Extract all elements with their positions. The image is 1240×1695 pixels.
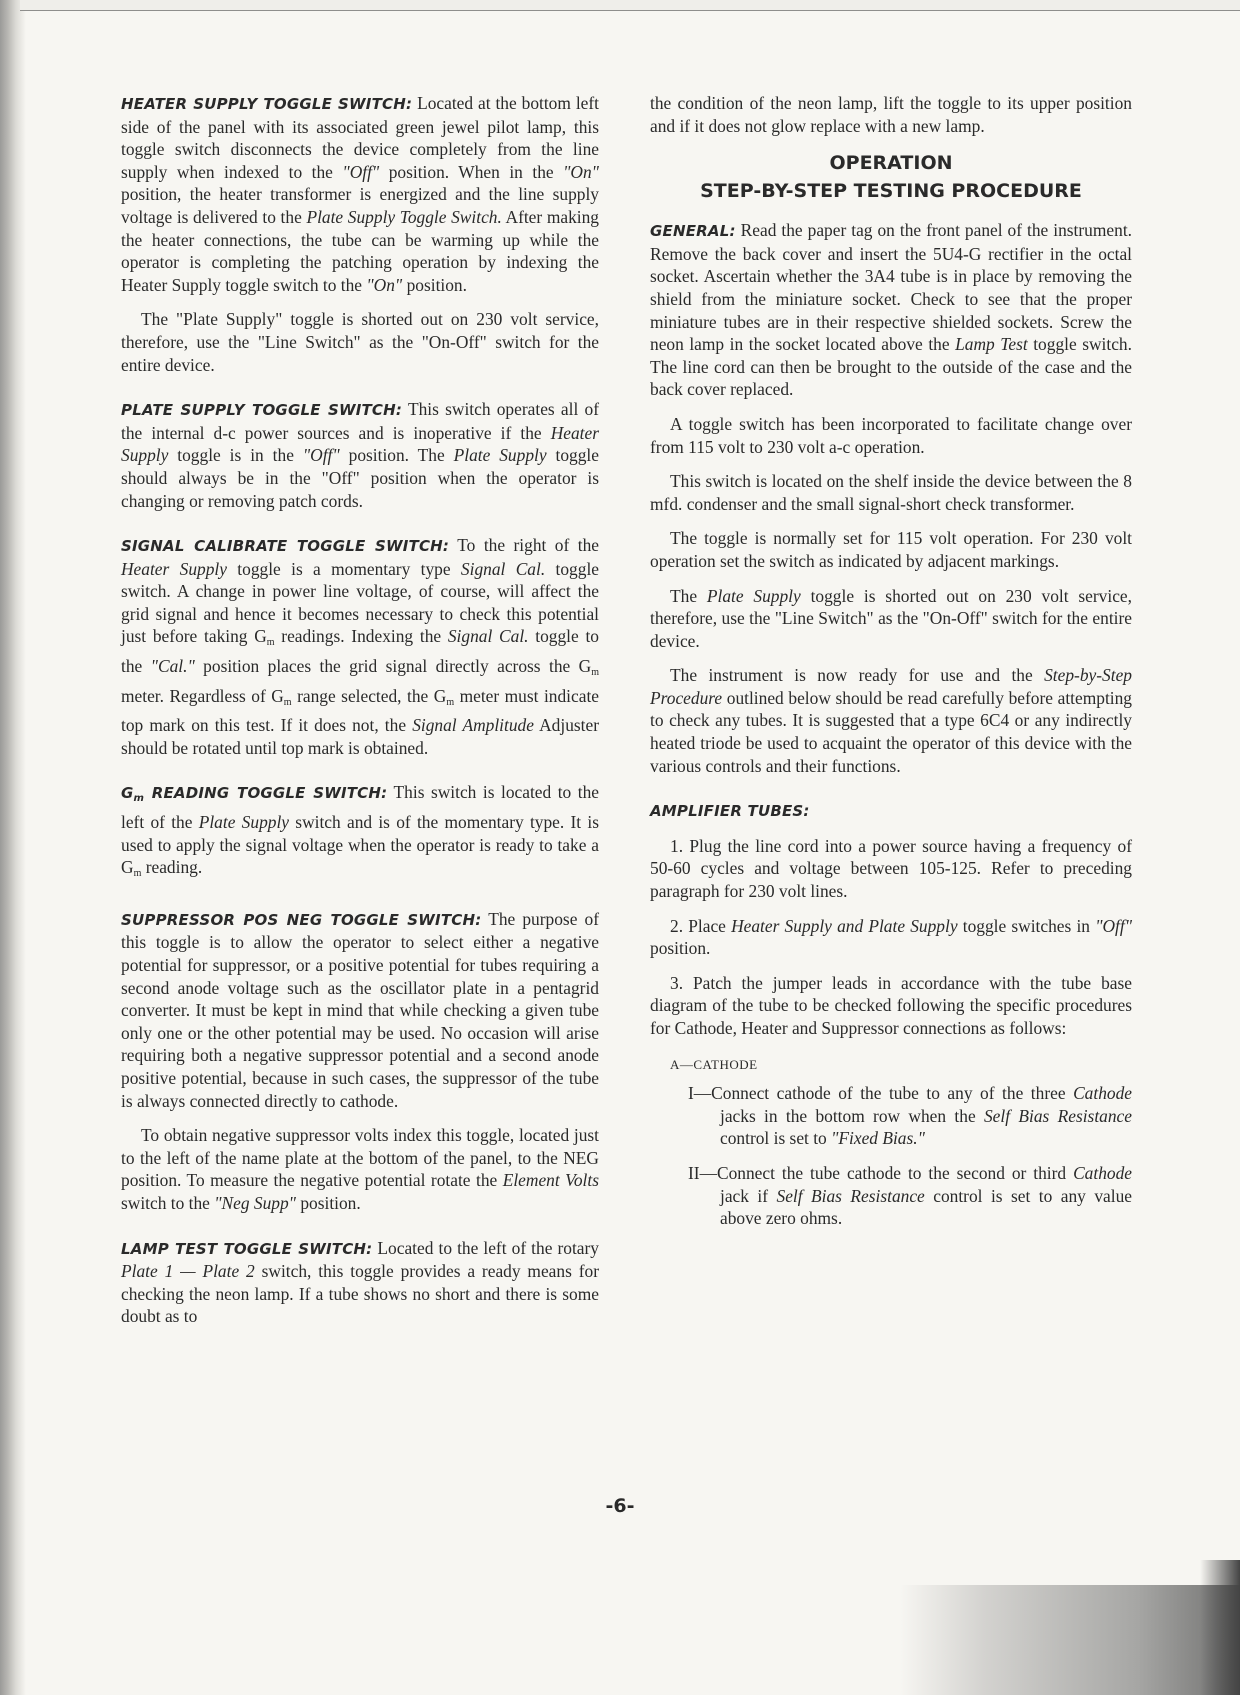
procedure-heading: STEP-BY-STEP TESTING PROCEDURE [700, 180, 1082, 203]
text: 2. Place [670, 915, 732, 936]
shelf-paragraph: This switch is located on the shelf inside the device between the 8 mfd. condenser and the small signal-short check transformer. [650, 471, 1132, 514]
text: After making the heater connections, the tube can be warming up while the operator is completing the patching operation by indexing the Heater Supply toggle switch to the [121, 206, 599, 295]
plate-supply-heading: PLATE SUPPLY TOGGLE SWITCH: [121, 401, 403, 420]
left-column [121, 92, 599, 1340]
text: Plate Supply [706, 585, 801, 606]
normal-setting-paragraph: The toggle is normally set for 115 volt operation. For 230 volt operation set the switch as indicated by adjacent markings. [650, 528, 1132, 571]
text: "Cal." [150, 656, 195, 677]
cathode-heading: A—CATHODE [670, 1056, 758, 1072]
subscript: m [591, 667, 599, 679]
text: toggle switch. A change in power line voltage, of course, will affect the grid signal and hence it becomes necessary to check this potential just before taking G [121, 558, 599, 647]
text: II—Connect the tube cathode to the second or third [688, 1162, 1074, 1183]
scan-shadow [900, 1585, 1240, 1695]
heater-supply-heading: HEATER SUPPLY TOGGLE SWITCH: [121, 95, 413, 113]
text: Self Bias Resistance [983, 1105, 1132, 1126]
text: toggle should always be in the "Off" position when the operator is changing or removing patch cords. [121, 445, 599, 511]
plate-supply-note [650, 585, 1132, 653]
step-3: 3. Patch the jumper leads in accordance with the tube base diagram of the tube to be checked following the specific procedures for Cathode, Heater and Suppressor connections as follows: [650, 972, 1132, 1038]
heater-supply-note: The "Plate Supply" toggle is shorted out on 230 volt service, therefore, use the "Line Switch" as the "On-Off" switch for the entire device. [121, 309, 599, 375]
lamp-test-heading: LAMP TEST TOGGLE SWITCH: [121, 1239, 373, 1258]
text: Cathode [1073, 1162, 1132, 1183]
text: jacks in the bottom row when the [720, 1105, 984, 1126]
scan-edge-left [0, 0, 26, 1695]
gm-reading-heading [121, 784, 388, 805]
text: Step-by-Step Procedure [650, 665, 1132, 708]
text: switch, this toggle provides a ready means for checking the neon lamp. If a tube shows no short and there is some doubt as to [121, 1261, 599, 1327]
text: Plate Supply Toggle Switch. [306, 206, 502, 227]
text: Cathode [1073, 1083, 1132, 1104]
text: jack if [720, 1185, 777, 1206]
text: toggle is in the [168, 445, 303, 466]
text: Plate Supply [453, 445, 547, 466]
text: The [670, 585, 707, 606]
text: Signal Cal. [460, 558, 546, 579]
amplifier-tubes-heading: AMPLIFIER TUBES: [650, 802, 810, 821]
text: The purpose of this toggle is to allow the operator to select either a negative potential for suppressor, or a positive potential for tubes requiring a second anode voltage such as the oscillator plate in a pentagrid converter. It must be kept in mind that while checking a given tube only one or the other potential may be used. No occasion will arise requiring both a negative suppressor potential and a second anode positive potential, because in such cases, the suppressor of the tube is always connected directly to cathode. [121, 908, 599, 1111]
suppressor-heading: SUPPRESSOR POS NEG TOGGLE SWITCH: [121, 910, 482, 929]
text: Read the paper tag on the front panel of the instrument. Remove the back cover and insert the 5U4-G rectifier in the octal socket. Ascertain whether the 3A4 tube is in place by removing the shield from the miniature socket. Check to see that the proper miniature tubes are in their respective shielded sockets. Screw the neon lamp in the socket located above the [650, 220, 1132, 355]
cathode-item-1 [688, 1082, 1132, 1150]
general-paragraph [650, 219, 1132, 401]
text: Self Bias Resistance [776, 1185, 925, 1206]
text: "Neg Supp" [214, 1192, 296, 1213]
text: To obtain negative suppressor volts index this toggle, located just to the left of the name plate at the bottom of the panel, to the NEG position. To measure the negative potential rotate the [121, 1125, 599, 1191]
signal-calibrate-heading: SIGNAL CALIBRATE TOGGLE SWITCH: [121, 537, 450, 556]
operation-heading: OPERATION [829, 152, 953, 175]
text: "On" [563, 161, 599, 182]
signal-calibrate-paragraph [121, 534, 599, 759]
text: toggle is a momentary type [226, 558, 461, 579]
text: "Off" [302, 445, 340, 466]
gm-reading-paragraph [121, 781, 599, 885]
text: "Off" [342, 161, 380, 182]
text: Plate 1 — Plate 2 [121, 1261, 255, 1282]
scan-edge-top [20, 0, 1240, 11]
text: position. [402, 274, 467, 295]
text: Plate Supply [198, 812, 290, 833]
text: position places the grid signal directly across the G [194, 656, 592, 677]
text: This switch operates all of the internal d-c power sources and is inoperative if the [121, 399, 599, 443]
text: "On" [366, 274, 403, 295]
subscript: m [133, 793, 145, 805]
subscript: m [133, 868, 142, 880]
text: position. When in the [379, 161, 564, 182]
text: I—Connect cathode of the tube to any of the three [688, 1083, 1074, 1104]
text: "Off" [1095, 915, 1133, 936]
text: The instrument is now ready for use and the [670, 665, 1045, 686]
text: outlined below should be read carefully before attempting to check any tubes. It is suggested that a type 6C4 or any indirectly heated triode be used to acquaint the operator of this device with the various controls and their functions. [650, 687, 1132, 776]
text: position, the heater transformer is energized and the line supply voltage is delivered to the [121, 184, 599, 227]
plate-supply-paragraph [121, 398, 599, 512]
text: G [121, 784, 134, 803]
text: range selected, the G [291, 685, 447, 706]
text: position. [650, 938, 711, 959]
text: Heater Supply [121, 558, 227, 579]
text: switch to the [121, 1192, 215, 1213]
lamp-test-continuation: the condition of the neon lamp, lift the toggle to its upper position and if it does not glow replace with a new lamp. [650, 93, 1132, 136]
text: switch and is of the momentary type. It is used to apply the signal voltage when the operator is ready to take a G [121, 812, 600, 878]
text: Signal Cal. [447, 626, 529, 647]
step-1: 1. Plug the line cord into a power source having a frequency of 50-60 cycles and voltage between 105-125. Refer to preceding paragraph for 230 volt lines. [650, 835, 1132, 902]
text: Adjuster should be rotated until top mark is obtained. [121, 715, 599, 758]
text: READING TOGGLE SWITCH: [144, 784, 388, 803]
text: control is set to any value above zero ohms. [720, 1185, 1132, 1229]
text: toggle to the [121, 626, 599, 677]
subscript: m [266, 637, 275, 649]
page-number: -6- [605, 1495, 635, 1517]
text: "Fixed Bias." [831, 1128, 925, 1149]
right-column [650, 92, 1132, 1242]
scan-shadow-corner [1200, 1560, 1240, 1695]
text: toggle switch. The line cord can then be brought to the outside of the case and the back cover replaced. [650, 334, 1132, 400]
text: position. [295, 1192, 361, 1213]
text: toggle is shorted out on 230 volt service, therefore, use the "Line Switch" as the "On-Off" switch for the entire device. [650, 585, 1132, 651]
step-2 [650, 915, 1132, 960]
general-heading: GENERAL: [650, 222, 736, 241]
text: position. The [339, 445, 454, 466]
text: Located to the left of the rotary [372, 1237, 600, 1258]
section-heading [650, 149, 1132, 205]
heater-supply-paragraph [121, 92, 599, 296]
text: Located at the bottom left side of the panel with its associated green jewel pilot lamp, this toggle switch disconnects the device completely from the line supply when indexed to the [121, 93, 599, 182]
text: Lamp Test [955, 334, 1028, 355]
text: Heater Supply [121, 422, 599, 466]
suppressor-paragraph [121, 908, 599, 1112]
ready-paragraph [650, 664, 1132, 777]
text: control is set to [720, 1128, 832, 1149]
lamp-test-paragraph [121, 1237, 599, 1328]
text: reading. [141, 857, 203, 878]
suppressor-note [121, 1124, 599, 1214]
text: Element Volts [502, 1170, 599, 1191]
text: To the right of the [449, 535, 599, 556]
subscript: m [446, 696, 455, 708]
text: meter. Regardless of G [121, 685, 284, 706]
cathode-item-2 [688, 1162, 1132, 1230]
text: Heater Supply and Plate Supply [731, 915, 958, 936]
text: This switch is located to the left of the [121, 782, 599, 833]
text: meter must indicate top mark on this test. If it does not, the [121, 685, 600, 736]
text: Signal Amplitude [412, 715, 534, 736]
text: readings. Indexing the [274, 626, 448, 647]
amplifier-tubes-heading-line [650, 799, 1132, 823]
text: toggle switches in [957, 915, 1096, 936]
toggle-paragraph: A toggle switch has been incorporated to facilitate change over from 115 volt to 230 volt a-c operation. [650, 413, 1132, 457]
subscript: m [283, 696, 292, 708]
